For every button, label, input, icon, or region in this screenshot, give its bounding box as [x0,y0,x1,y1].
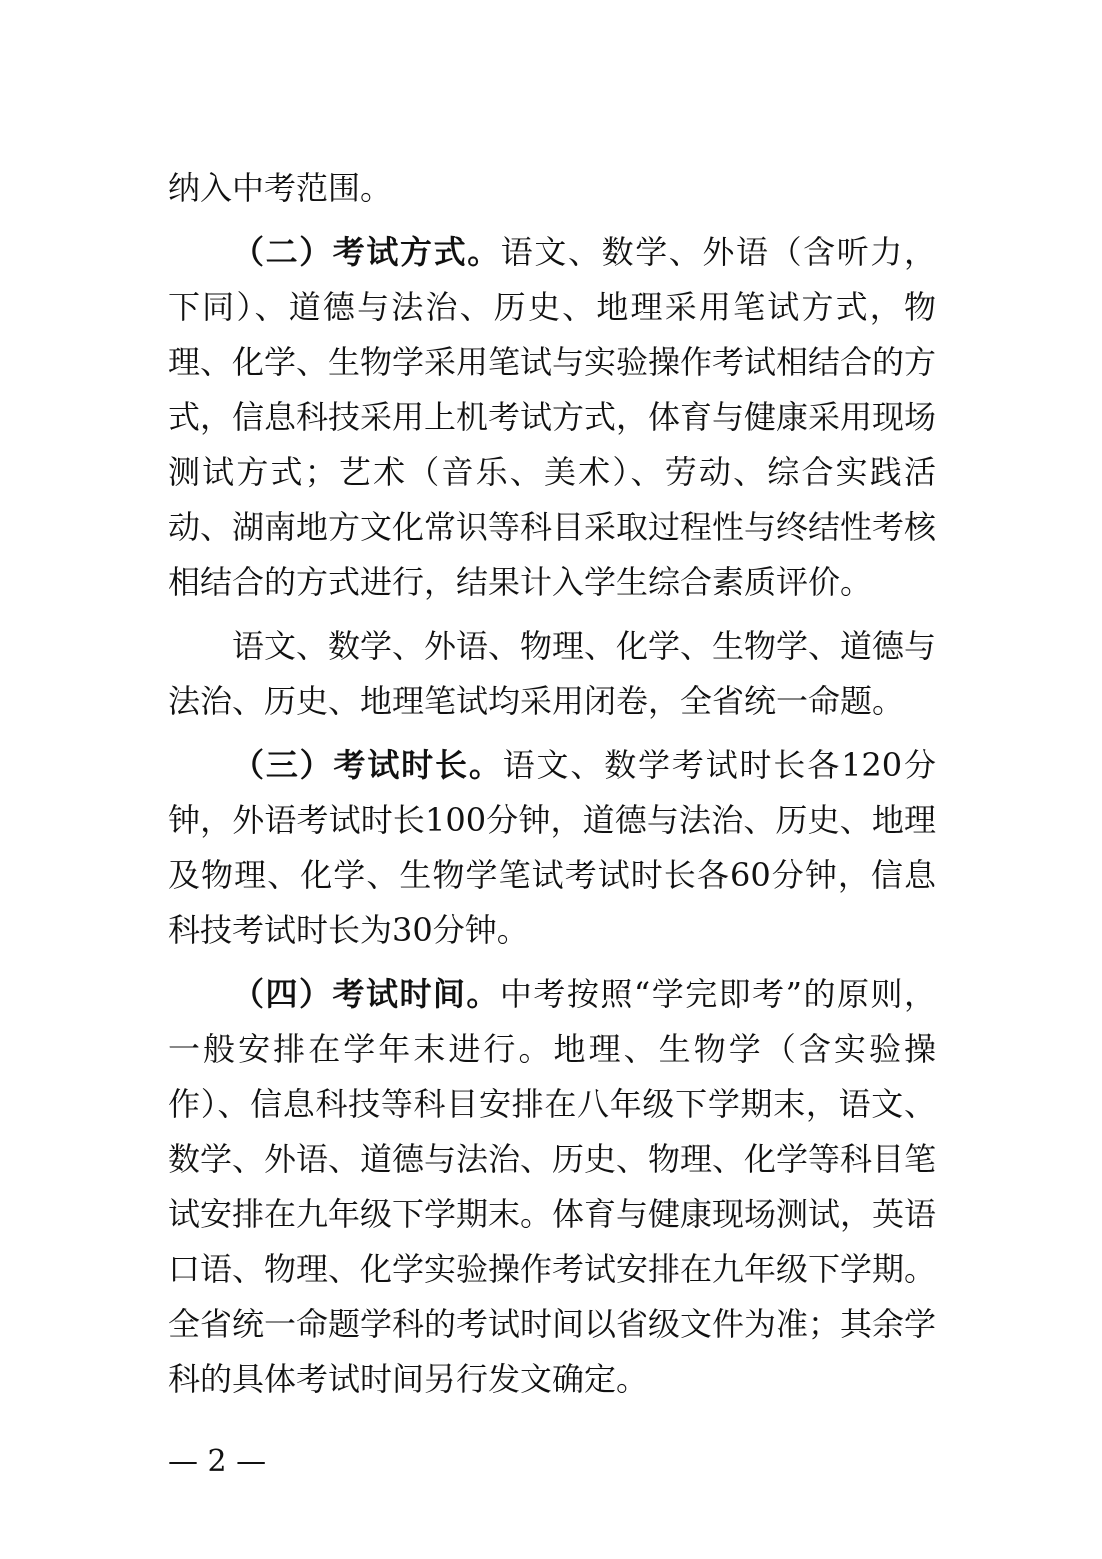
section-heading-exam-time: （四）考试时间。 [232,975,500,1013]
paragraph-exam-time [168,967,936,1407]
paragraph-continuation [168,161,936,216]
paragraph-text: 语文、数学考试时长各120分钟，外语考试时长100分钟，道德与法治、历史、地理及物理、化学、生物学笔试考试时长各60分钟，信息科技考试时长为30分钟。 [168,746,936,949]
section-heading-exam-duration: （三）考试时长。 [232,746,503,784]
paragraph-exam-duration [168,738,936,958]
document-body [168,161,936,1416]
paragraph-exam-method [168,225,936,610]
paragraph-closed-book [168,619,936,729]
paragraph-text: 中考按照“学完即考”的原则，一般安排在学年末进行。地理、生物学（含实验操作）、信息科技等科目安排在八年级下学期末，语文、数学、外语、道德与法治、历史、物理、化学等科目笔试安排在九年级下学期末。体育与健康现场测试，英语口语、物理、化学实验操作考试安排在九年级下学期。全省统一命题学科的考试时间以省级文件为准；其余学科的具体考试时间另行发文确定。 [168,975,937,1398]
paragraph-text: 语文、数学、外语、物理、化学、生物学、道德与法治、历史、地理笔试均采用闭卷，全省统一命题。 [168,627,937,720]
paragraph-text: 语文、数学、外语（含听力，下同）、道德与法治、历史、地理采用笔试方式，物理、化学、生物学采用笔试与实验操作考试相结合的方式，信息科技采用上机考试方式，体育与健康采用现场测试方式；艺术（音乐、美术）、劳动、综合实践活动、湖南地方文化常识等科目采取过程性与终结性考核相结合的方式进行，结果计入学生综合素质评价。 [168,233,937,601]
paragraph-text: 纳入中考范围。 [168,169,393,207]
page-number: — 2 — [168,1444,267,1479]
section-heading-exam-method: （二）考试方式。 [232,233,501,271]
